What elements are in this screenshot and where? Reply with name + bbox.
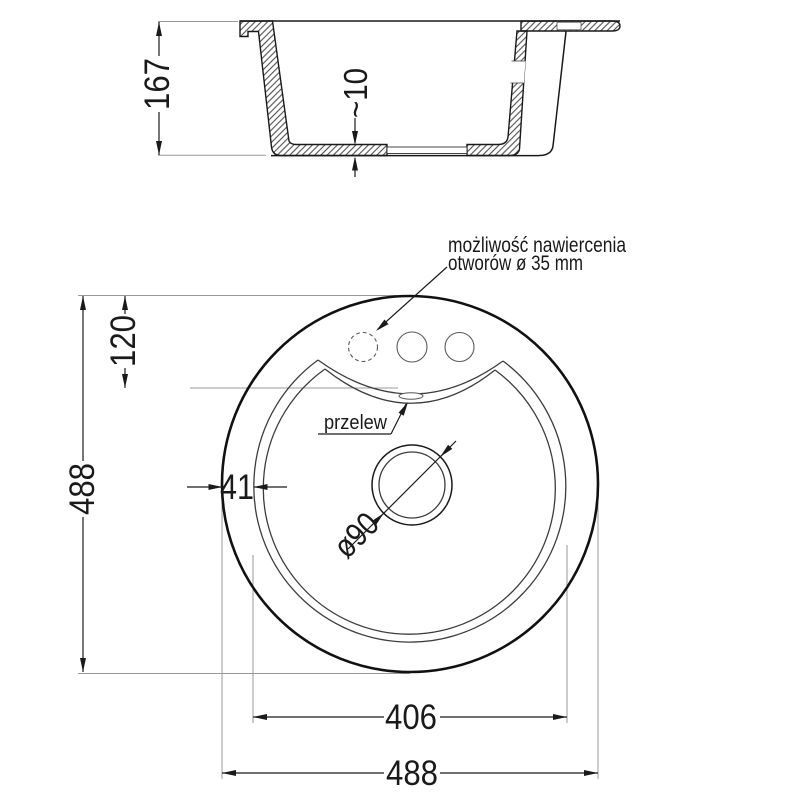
- dimension-overall-height: [63, 296, 102, 672]
- faucet-hole-center: [397, 332, 427, 362]
- dimension-total-depth: [138, 22, 177, 155]
- flange-opening: [557, 22, 581, 30]
- dim-floor-thickness-text: ~10: [337, 62, 374, 118]
- drain-recess: [387, 147, 467, 154]
- bowl-outer-edge: [254, 360, 566, 642]
- dim-total-depth-text: 167: [138, 51, 177, 110]
- dim-rim-width-text: 41: [220, 468, 254, 507]
- drill-note-line2: otworów ø 35 mm: [448, 252, 583, 275]
- drain: [326, 441, 456, 565]
- overflow-slot: [399, 393, 423, 399]
- dimension-rim-width: [187, 468, 287, 507]
- dimension-overall-width: [222, 754, 598, 793]
- faucet-holes: [349, 332, 475, 362]
- dim-drain-diameter-text: ø90: [325, 498, 393, 565]
- dimension-bowl-diameter: [253, 698, 567, 737]
- outer-skirt-edge: [539, 32, 566, 156]
- overflow-callout: [318, 402, 408, 434]
- dim-bowl-diameter-text: 406: [385, 698, 437, 737]
- deck-front-edge-upper: [318, 360, 503, 394]
- drill-note-line1: możliwość nawiercenia: [448, 234, 627, 257]
- overflow-channel: [511, 61, 526, 83]
- section-view: [138, 21, 620, 177]
- dimension-deck-depth: [104, 296, 143, 388]
- right-wall-section: [467, 31, 527, 156]
- section-geometry: [240, 21, 620, 156]
- dim-overall-height-text: 488: [63, 456, 102, 515]
- drill-note: [376, 234, 626, 331]
- faucet-hole-right: [445, 333, 474, 362]
- plan-view: [63, 234, 626, 793]
- outer-rim-circle: [222, 296, 598, 672]
- dim-overall-width-text: 488: [386, 754, 438, 793]
- bowl-inner-edge: [263, 369, 555, 634]
- dimension-floor-thickness: [337, 62, 374, 177]
- faucet-hole-optional-dashed: [349, 333, 378, 362]
- overflow-label: przelew: [324, 412, 388, 434]
- dim-deck-depth-text: 120: [104, 308, 143, 367]
